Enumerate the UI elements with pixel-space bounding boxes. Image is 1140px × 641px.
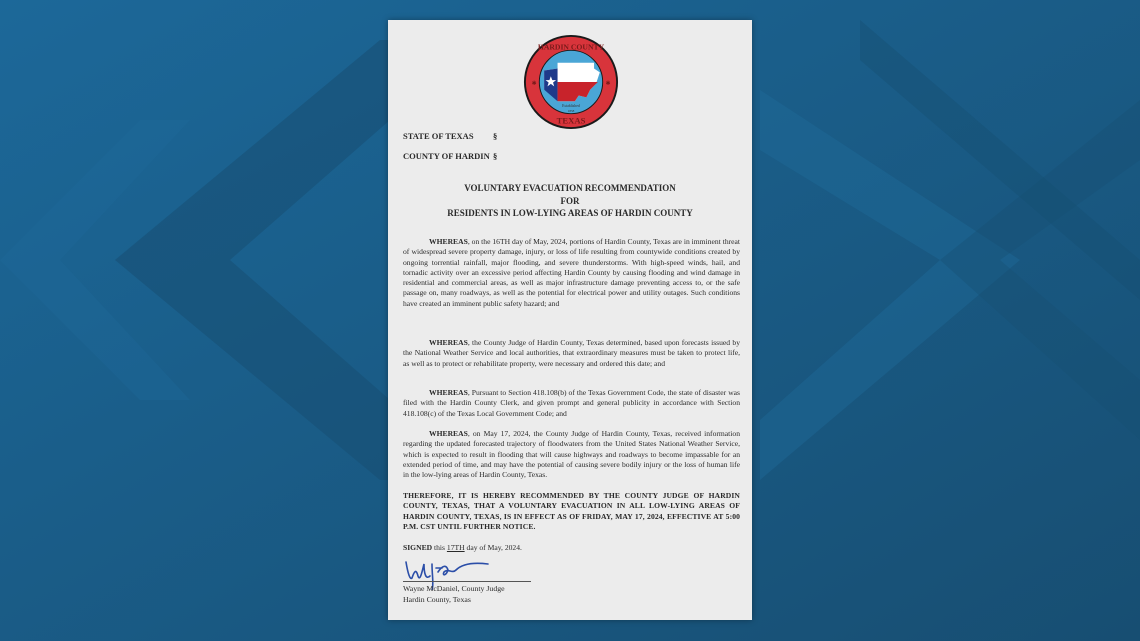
section-mark: § [493,151,498,161]
document-page [388,20,752,620]
caption-state: STATE OF TEXAS [403,131,474,141]
whereas-paragraph-2: WHEREAS, the County Judge of Hardin County, Texas determined, based upon forecasts issued by the National Weather Service and local authorities, that extraordinary measures must be taken to protect life, as well as to protect or rehabilitate property, were necessary and ordered this date; and [403,338,740,368]
svg-text:✱: ✱ [605,80,611,87]
caption-county: COUNTY OF HARDIN [403,151,490,161]
whereas-paragraph-4: WHEREAS, on May 17, 2024, the County Judge of Hardin County, Texas, received information regarding the updated forecasted trajectory of floodwaters from the United States National Weather Service, which is expected to result in flooding that will cause highways and roadways to become impassable for an extended period of time, and may have the potential of causing severe bodily injury or the loss of human life in the low-lying areas of Hardin County, Texas. [403,429,740,480]
whereas-paragraph-3: WHEREAS, Pursuant to Section 418.108(b) of the Texas Government Code, the state of disaster was filed with the Hardin County Clerk, and given prompt and general publicity in accordance with Section 418.108(c) of the Texas Local Government Code; and [403,388,740,418]
svg-text:HARDIN COUNTY: HARDIN COUNTY [537,42,605,52]
signature-line [403,581,531,582]
section-mark: § [493,131,498,141]
svg-text:✱: ✱ [531,80,537,87]
svg-text:TEXAS: TEXAS [556,115,586,126]
signed-line: SIGNED this 17TH day of May, 2024. [403,543,522,552]
svg-text:Established: Established [562,103,580,108]
therefore-clause: THEREFORE, IT IS HEREBY RECOMMENDED BY THE COUNTY JUDGE OF HARDIN COUNTY, TEXAS, THAT A VOLUNTARY EVACUATION IN ALL LOW-LYING AREAS OF HARDIN COUNTY, TEXAS, IS IN EFFECT AS OF FRIDAY, MAY 17, 2024, EFFECTIVE AT 5:00 P.M. CST UNTIL FURTHER NOTICE. [403,491,740,531]
svg-text:1858: 1858 [567,108,575,113]
signatory-block: Wayne McDaniel, County Judge Hardin County, Texas [403,584,505,604]
whereas-paragraph-1: WHEREAS, on the 16TH day of May, 2024, portions of Hardin County, Texas are in imminent threat of widespread severe property damage, injury, or loss of life resulting from countywide conditions created by ongoing torrential rainfall, major flooding, and severe thunderstorms. With high-speed winds, hail, and tornadic activity over an excessive period affecting Hardin County by causing flooding and wind damage in residential and commercial areas, as well as major infrastructure damage preventing access to, or the safe passage on, many roadways, as well as the potential for electrical power and utility outages. Such conditions have created an imminent public safety hazard; and [403,237,740,308]
county-seal-icon [523,34,619,130]
document-title: VOLUNTARY EVACUATION RECOMMENDATION FOR RESIDENTS IN LOW-LYING AREAS OF HARDIN COUNTY [447,183,693,218]
